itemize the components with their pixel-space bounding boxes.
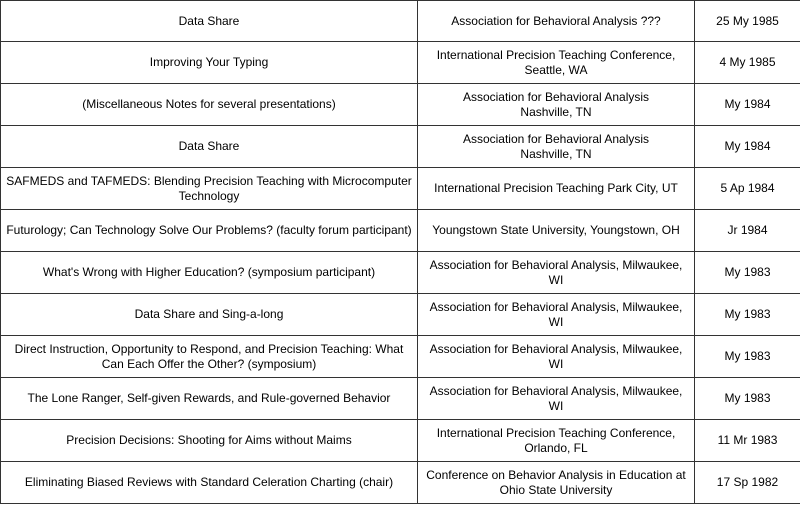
presentation-date: 17 Sp 1982 (695, 462, 800, 504)
venue-line: Association for Behavioral Analysis (462, 89, 650, 104)
venue-line: Nashville, TN (520, 146, 592, 161)
venue-line: WI (548, 398, 564, 413)
presentation-title: Direct Instruction, Opportunity to Respond, and Precision Teaching: What Can Each Offer the Other? (symposium) (1, 336, 418, 378)
presentations-table-body (1, 1, 800, 504)
presentation-venue (418, 168, 695, 210)
table-row (1, 168, 800, 210)
presentation-date: 25 My 1985 (695, 1, 800, 42)
presentation-title: Improving Your Typing (1, 42, 418, 84)
presentation-venue (418, 126, 695, 168)
venue-line: Association for Behavioral Analysis, Milwaukee, (429, 341, 683, 356)
presentation-date: Jr 1984 (695, 210, 800, 252)
table-row (1, 1, 800, 42)
presentation-date: My 1983 (695, 252, 800, 294)
presentation-venue (418, 42, 695, 84)
presentation-date: My 1984 (695, 126, 800, 168)
venue-line: Orlando, FL (524, 440, 588, 455)
presentation-date: My 1983 (695, 378, 800, 420)
venue-line: International Precision Teaching Conference, (436, 47, 676, 62)
table-row (1, 462, 800, 504)
venue-line: Association for Behavioral Analysis, Milwaukee, (429, 383, 683, 398)
table-row (1, 294, 800, 336)
presentation-title: (Miscellaneous Notes for several presentations) (1, 84, 418, 126)
venue-line: Association for Behavioral Analysis ??? (451, 13, 661, 28)
presentation-title: SAFMEDS and TAFMEDS: Blending Precision Teaching with Microcomputer Technology (1, 168, 418, 210)
presentation-date: My 1983 (695, 294, 800, 336)
venue-line: International Precision Teaching Park City, UT (434, 181, 678, 195)
presentation-venue (418, 210, 695, 252)
venue-line: Nashville, TN (520, 104, 592, 119)
presentation-title: Precision Decisions: Shooting for Aims without Maims (1, 420, 418, 462)
table-row (1, 210, 800, 252)
venue-line: Association for Behavioral Analysis, Milwaukee, (429, 299, 683, 314)
presentation-title: Data Share (1, 126, 418, 168)
table-row (1, 378, 800, 420)
presentation-venue (418, 294, 695, 336)
table-row (1, 420, 800, 462)
venue-line: Ohio State University (499, 482, 613, 497)
venue-line: Seattle, WA (524, 62, 588, 77)
venue-line: WI (548, 356, 564, 371)
table-row (1, 252, 800, 294)
venue-line: Association for Behavioral Analysis, Milwaukee, (429, 257, 683, 272)
presentation-date: 11 Mr 1983 (695, 420, 800, 462)
table-row (1, 336, 800, 378)
table-row (1, 126, 800, 168)
venue-line: Association for Behavioral Analysis (462, 131, 650, 146)
venue-line: International Precision Teaching Conference, (436, 425, 676, 440)
venue-line: WI (548, 272, 564, 287)
presentation-title: Futurology; Can Technology Solve Our Problems? (faculty forum participant) (1, 210, 418, 252)
presentation-title: Data Share (1, 1, 418, 42)
presentation-date: 5 Ap 1984 (695, 168, 800, 210)
presentation-title: Eliminating Biased Reviews with Standard Celeration Charting (chair) (1, 462, 418, 504)
venue-line: WI (548, 314, 564, 329)
table-row (1, 84, 800, 126)
presentation-date: 4 My 1985 (695, 42, 800, 84)
presentation-date: My 1983 (695, 336, 800, 378)
presentation-date: My 1984 (695, 84, 800, 126)
venue-line: Youngstown State University, Youngstown, OH (432, 223, 680, 237)
presentation-venue (418, 462, 695, 504)
presentation-venue (418, 84, 695, 126)
presentation-venue (418, 378, 695, 420)
presentation-venue (418, 420, 695, 462)
presentation-venue (418, 336, 695, 378)
presentation-venue (418, 252, 695, 294)
table-row (1, 42, 800, 84)
presentation-venue (418, 1, 695, 42)
presentation-title: Data Share and Sing-a-long (1, 294, 418, 336)
venue-line: Conference on Behavior Analysis in Education at (426, 467, 686, 482)
presentation-title: What's Wrong with Higher Education? (symposium participant) (1, 252, 418, 294)
presentation-title: The Lone Ranger, Self-given Rewards, and Rule-governed Behavior (1, 378, 418, 420)
